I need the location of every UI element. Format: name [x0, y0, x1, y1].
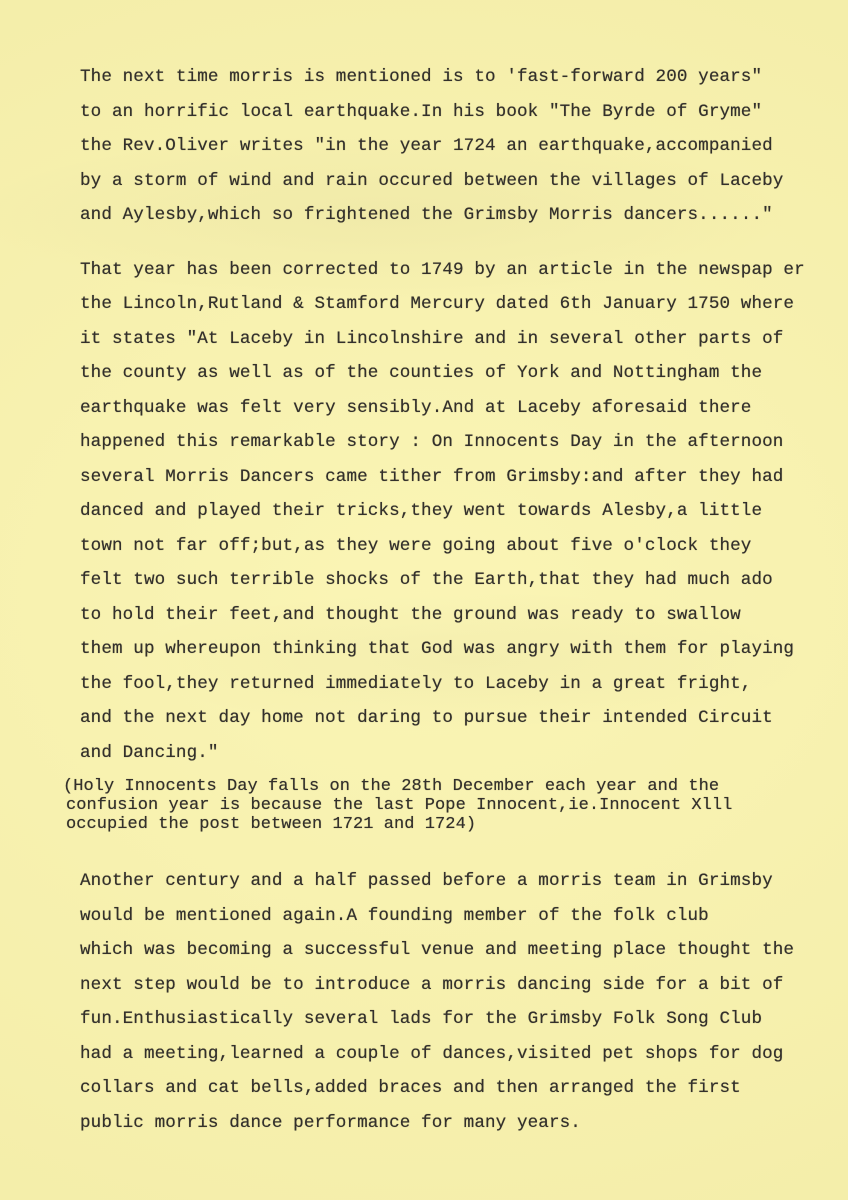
text-line: the county as well as of the counties of York and Nottingham the: [80, 363, 763, 383]
text-line: to hold their feet,and thought the ground was ready to swallow: [80, 604, 741, 625]
text-line: town not far off;but,as they were going about five o'clock they: [80, 535, 752, 556]
text-line: it states "At Laceby in Lincolnshire and in several other parts of: [80, 328, 784, 349]
text-line: occupied the post between 1721 and 1724): [66, 815, 477, 834]
text-line: the Lincoln,Rutland & Stamford Mercury dated 6th January 1750 where: [80, 294, 795, 314]
text-line: happened this remarkable story : On Innocents Day in the afternoon: [80, 432, 784, 452]
text-line: earthquake was felt very sensibly.And at Laceby aforesaid there: [80, 397, 752, 418]
text-line: and the next day home not daring to pursue their intended Circuit: [80, 708, 773, 728]
text-line: felt two such terrible shocks of the Earth,that they had much ado: [80, 570, 773, 590]
text-line: them up whereupon thinking that God was angry with them for playing: [80, 639, 795, 659]
text-line: Another century and a half passed before a morris team in Grimsby: [80, 871, 773, 891]
text-line: (Holy Innocents Day falls on the 28th December each year and the: [63, 777, 720, 796]
document-body: [63, 60, 805, 1140]
text-line: fun.Enthusiastically several lads for the Grimsby Folk Song Club: [80, 1009, 763, 1029]
text-line: to an horrific local earthquake.In his book "The Byrde of Gryme": [80, 101, 763, 122]
para-folk-club-revival: [80, 864, 795, 1140]
text-line: confusion year is because the last Pope Innocent,ie.Innocent Xlll: [66, 796, 733, 815]
text-line: by a storm of wind and rain occured between the villages of Laceby: [80, 170, 784, 191]
para-earthquake-intro: [80, 60, 790, 233]
text-line: the fool,they returned immediately to Laceby in a great fright,: [80, 673, 752, 694]
text-line: and Aylesby,which so frightened the Grimsby Morris dancers......": [80, 205, 773, 225]
text-line: The next time morris is mentioned is to 'fast-forward 200 years": [80, 67, 763, 87]
text-line: and Dancing.": [80, 742, 219, 763]
note-holy-innocents: [63, 777, 790, 834]
text-line: which was becoming a successful venue and meeting place thought the: [80, 940, 795, 960]
text-line: would be mentioned again.A founding member of the folk club: [80, 905, 709, 926]
text-line: next step would be to introduce a morris dancing side for a bit of: [80, 974, 784, 995]
text-line: the Rev.Oliver writes "in the year 1724 an earthquake,accompanied: [80, 136, 773, 156]
text-line: public morris dance performance for many years.: [80, 1112, 581, 1133]
text-line: several Morris Dancers came tither from Grimsby:and after they had: [80, 466, 784, 487]
text-line: collars and cat bells,added braces and then arranged the first: [80, 1078, 741, 1098]
text-line: danced and played their tricks,they went towards Alesby,a little: [80, 501, 763, 521]
para-newspaper-account: [80, 253, 805, 771]
text-line: That year has been corrected to 1749 by an article in the newspap er: [80, 259, 805, 280]
text-line: had a meeting,learned a couple of dances,visited pet shops for dog: [80, 1043, 784, 1064]
